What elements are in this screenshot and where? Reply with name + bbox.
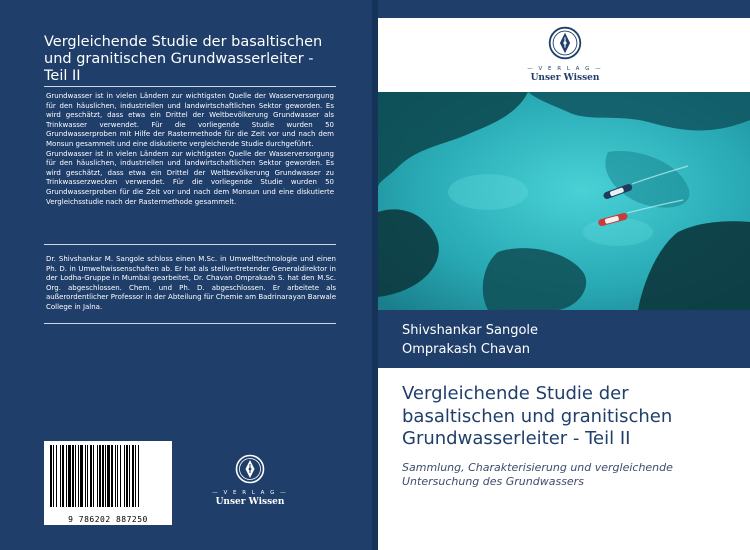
divider bbox=[44, 86, 336, 87]
publisher-logo-front bbox=[520, 26, 610, 83]
front-cover bbox=[378, 0, 750, 550]
blurb-paragraph-1: Grundwasser ist in vielen Ländern zur wichtigsten Quelle der Wasserversorgung für den häuslichen, industriellen und landwirtschaftlichen Sektor geworden. Es wird geschätzt, dass etwa ein Drittel der Weltbevölkerung Grundwasser als Trinkwasser verwendet. Für die vorliegende Studie wurden 50 Grundwasserproben mit Hilfe der Rastermethode für die Zeit vor und nach dem Monsun gesammelt und eine diskutierte vergleichende Studie durchgeführt. bbox=[46, 92, 334, 148]
back-cover bbox=[0, 0, 372, 550]
author-bio: Dr. Shivshankar M. Sangole schloss einen M.Sc. in Umwelttechnologie und einen Ph. D. in Umweltwissenschaften ab. Er hat als stellvertretender Generaldirektor in der Lodha-Gruppe in Mumbai gearbeitet, Dr. Chavan Omprakash S. hat den M.Sc. Org. abgeschlossen. Chem. und Ph. D. abgeschlossen. Er arbeitete als außerordentlicher Professor in der Abteilung für Chemie am Badrinarayan Barwale College in Jalna. bbox=[46, 255, 336, 311]
publisher-logo-back bbox=[210, 454, 290, 507]
author-name-2: Omprakash Chavan bbox=[402, 342, 531, 357]
back-cover-blurb bbox=[46, 92, 334, 207]
fountain-pen-nib-emblem-icon bbox=[548, 26, 582, 60]
blurb-paragraph-2: Grundwasser ist in vielen Ländern zur wichtigsten Quelle der Wasserversorgung für den häuslichen, industriellen und landwirtschaftlichen Sektor geworden. Es wird geschätzt, dass etwa ein Drittel der Weltbevölkerung Grundwasser zu Trinkwasserzwecken verwendet. Für die vorliegende Studie wurden 50 Grundwasserproben für die Zeit vor und nach dem Monsun und eine diskutierte Vergleichsstudie nach der Rastermethode gesammelt. bbox=[46, 149, 334, 206]
author-band bbox=[378, 310, 750, 368]
author-name-1: Shivshankar Sangole bbox=[402, 323, 539, 338]
publisher-name: Unser Wissen bbox=[215, 497, 285, 507]
front-top-bar bbox=[378, 0, 750, 18]
back-cover-title: Vergleichende Studie der basaltischen und granitischen Grundwasserleiter - Teil II bbox=[44, 34, 323, 84]
isbn-barcode bbox=[44, 441, 172, 525]
divider bbox=[44, 244, 336, 245]
front-cover-subtitle: Sammlung, Charakterisierung und vergleichende Untersuchung des Grundwassers bbox=[402, 461, 673, 488]
publisher-verlag-label: — V E R L A G — bbox=[527, 66, 603, 72]
publisher-verlag-label: — V E R L A G — bbox=[212, 490, 288, 496]
publisher-name: Unser Wissen bbox=[530, 73, 600, 83]
divider bbox=[44, 323, 336, 324]
front-cover-title: Vergleichende Studie der basaltischen und granitischen Grundwasserleiter - Teil II bbox=[402, 383, 673, 449]
barcode-bars bbox=[44, 441, 172, 513]
isbn-digits: 9 786202 887250 bbox=[68, 515, 148, 524]
cover-photo-svg bbox=[378, 92, 750, 310]
aerial-boats-on-reef-photo bbox=[378, 92, 750, 310]
fountain-pen-nib-emblem-icon bbox=[235, 454, 265, 484]
